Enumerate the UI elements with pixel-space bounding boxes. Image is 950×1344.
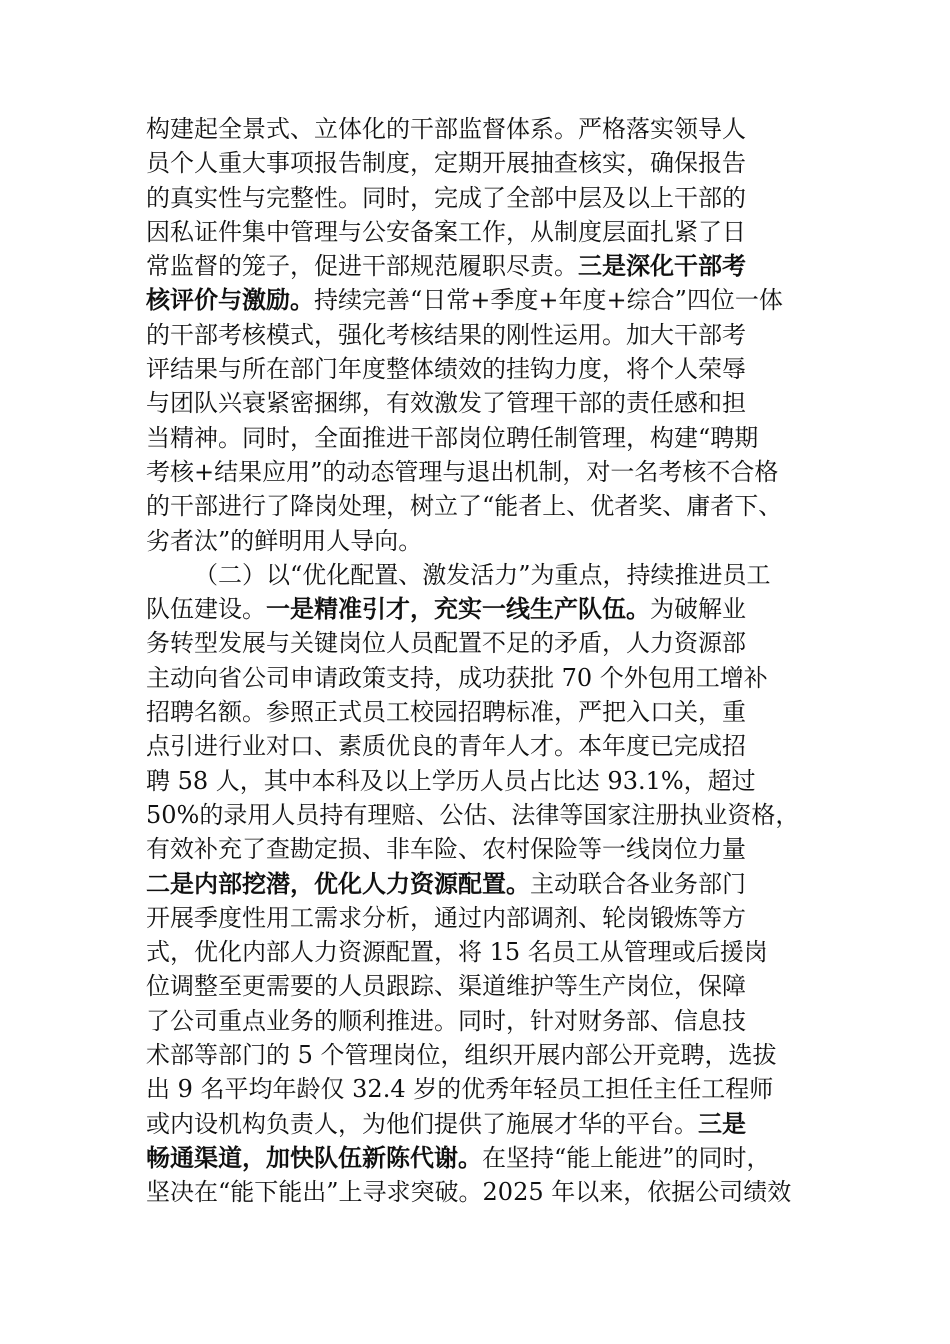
text-line [146, 421, 846, 455]
body-text-segment: 了公司重点业务的顺利推进。同时，针对财务部、信息技 [146, 1006, 746, 1035]
body-text-segment: 当精神。同时，全面推进干部岗位聘任制管理，构建“聘期 [146, 423, 759, 452]
body-text-segment: 因私证件集中管理与公安备案工作，从制度层面扎紧了日 [146, 217, 746, 246]
text-line [146, 352, 846, 386]
body-text-segment: 员个人重大事项报告制度，定期开展抽查核实，确保报告 [146, 149, 746, 178]
text-line [146, 455, 846, 489]
text-line [146, 867, 846, 901]
text-line [146, 764, 846, 798]
body-text-segment: 劣者汰”的鲜明用人导向。 [146, 526, 423, 555]
body-text-segment: 位调整至更需要的人员跟踪、渠道维护等生产岗位，保障 [146, 972, 746, 1001]
body-text-segment: 常监督的笼子，促进干部规范履职尽责。 [146, 252, 578, 281]
body-text [146, 112, 846, 1210]
body-text-segment: 构建起全景式、立体化的干部监督体系。严格落实领导人 [146, 115, 746, 143]
text-line [146, 798, 846, 832]
body-text-segment: 招聘名额。参照正式员工校园招聘标准，严把入口关，重 [146, 698, 746, 727]
text-line [146, 695, 846, 729]
text-line [146, 112, 846, 146]
text-line [146, 386, 846, 420]
text-line [146, 249, 846, 283]
body-text-segment: 评结果与所在部门年度整体绩效的挂钩力度，将个人荣辱 [146, 355, 746, 384]
body-text-segment: 点引进行业对口、素质优良的青年人才。本年度已完成招 [146, 732, 746, 761]
bold-heading-text: 三是 [698, 1108, 746, 1138]
text-line [146, 1004, 846, 1038]
bold-heading-text: 三是深化干部考 [578, 251, 746, 281]
text-line [146, 661, 846, 695]
body-text-segment: 开展季度性用工需求分析，通过内部调剂、轮岗锻炼等方 [146, 903, 746, 932]
body-text-segment: 为破解业 [650, 595, 746, 624]
body-text-segment: 术部等部门的 5 个管理岗位，组织开展内部公开竞聘，选拔 [146, 1041, 777, 1070]
body-text-segment: 考核+结果应用”的动态管理与退出机制，对一名考核不合格 [146, 457, 779, 486]
text-line [146, 1038, 846, 1072]
body-text-segment: 的干部进行了降岗处理，树立了“能者上、优者奖、庸者下、 [146, 492, 783, 521]
text-line [146, 1107, 846, 1141]
body-text-segment: 的干部考核模式，强化考核结果的刚性运用。加大干部考 [146, 320, 746, 349]
body-text-segment: 与团队兴衰紧密捆绑，有效激发了管理干部的责任感和担 [146, 389, 746, 418]
text-line [146, 832, 846, 866]
text-line [146, 729, 846, 763]
text-line [146, 283, 846, 317]
text-line [146, 146, 846, 180]
body-text-segment: 务转型发展与关键岗位人员配置不足的矛盾，人力资源部 [146, 629, 746, 658]
body-text-segment: （二）以“优化配置、激发活力”为重点，持续推进员工 [194, 560, 771, 589]
text-line [146, 626, 846, 660]
bold-heading-text: 核评价与激励。 [146, 285, 314, 315]
text-line [146, 935, 846, 969]
bold-heading-text: 一是精准引才，充实一线生产队伍。 [266, 594, 650, 624]
bold-heading-text: 二是内部挖潜，优化人力资源配置。 [146, 868, 530, 898]
body-text-segment: 主动向省公司申请政策支持，成功获批 70 个外包用工增补 [146, 663, 768, 692]
body-text-segment: 有效补充了查勘定损、非车险、农村保险等一线岗位力量 [146, 835, 746, 864]
body-text-segment: 队伍建设。 [146, 595, 266, 624]
body-text-segment: 50%的录用人员持有理赔、公估、法律等国家注册执业资格， [146, 800, 800, 829]
body-text-segment: 式，优化内部人力资源配置，将 15 名员工从管理或后援岗 [146, 938, 768, 967]
body-text-segment: 主动联合各业务部门 [530, 869, 746, 898]
body-text-segment: 出 9 名平均年龄仅 32.4 岁的优秀年轻员工担任主任工程师 [146, 1075, 774, 1104]
text-line [146, 1072, 846, 1106]
bold-heading-text: 畅通渠道，加快队伍新陈代谢。 [146, 1142, 482, 1172]
body-text-segment: 或内设机构负责人，为他们提供了施展才华的平台。 [146, 1109, 698, 1138]
body-text-segment: 坚决在“能下能出”上寻求突破。2025 年以来，依据公司绩效 [146, 1178, 792, 1207]
text-line [146, 1175, 846, 1209]
body-text-segment: 聘 58 人，其中本科及以上学历人员占比达 93.1%，超过 [146, 766, 756, 795]
body-text-segment: 在坚持“能上能进”的同时， [482, 1143, 771, 1172]
text-line [146, 181, 846, 215]
text-line [146, 489, 846, 523]
text-line [146, 558, 846, 592]
body-text-segment: 持续完善“日常+季度+年度+综合”四位一体 [314, 286, 783, 315]
text-line [146, 901, 846, 935]
text-line [146, 969, 846, 1003]
body-text-segment: 的真实性与完整性。同时，完成了全部中层及以上干部的 [146, 183, 746, 212]
text-line [146, 1141, 846, 1175]
text-line [146, 592, 846, 626]
text-line [146, 215, 846, 249]
text-line [146, 318, 846, 352]
text-line [146, 524, 846, 558]
